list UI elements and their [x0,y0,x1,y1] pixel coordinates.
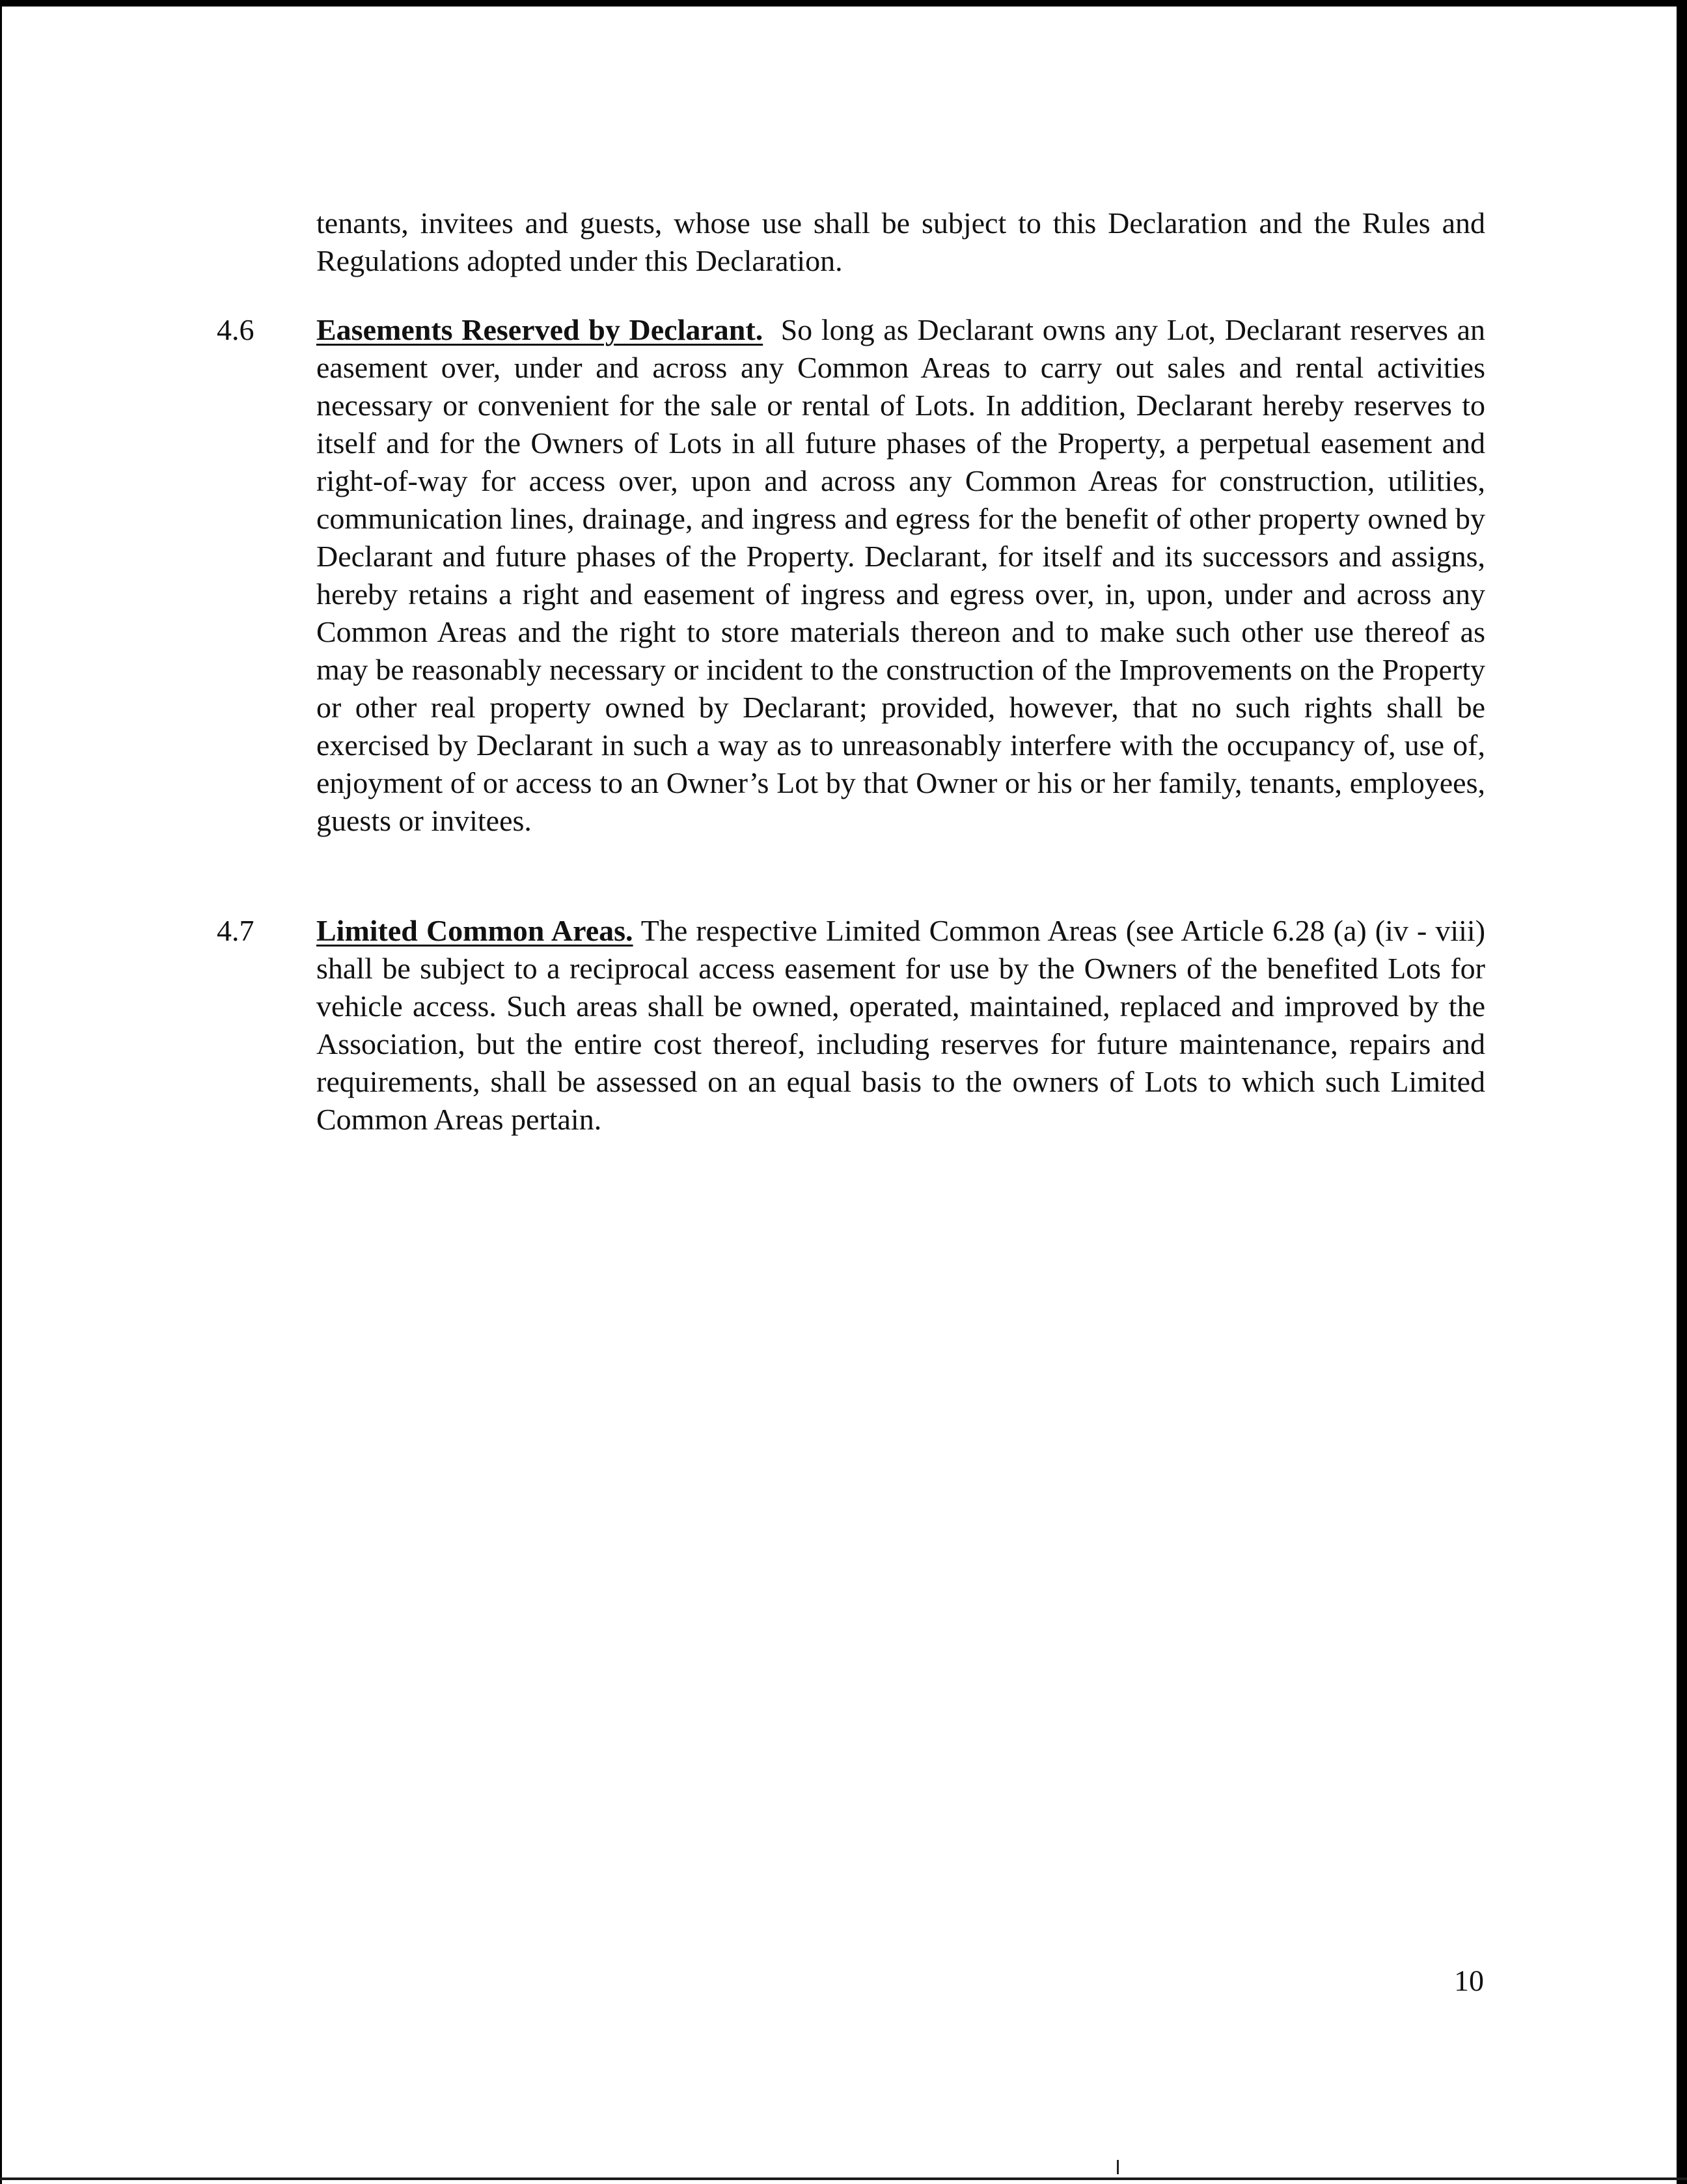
section-body: So long as Declarant owns any Lot, Declarant reserves an easement over, under and across any Common Areas to carry out sales and rental activities necessary or convenient for the sale or rental of Lots. In addition, Declarant hereby reserves to itself and for the Owners of Lots in all future phases of the Property, a perpetual easement and right-of-way for access over, upon and across any Common Areas for construction, utilities, communication lines, drainage, and ingress and egress for the benefit of other property owned by Declarant and future phases of the Property. Declarant, for itself and its successors and assigns, hereby retains a right and easement of ingress and egress over, in, upon, under and across any Common Areas and the right to store materials thereon and to make such other use thereof as may be reasonably necessary or incident to the construction of the Improvements on the Property or other real property owned by Declarant; provided, however, that no such rights shall be exercised by Declarant in such a way as to unreasonably interfere with the occupancy of, use of, enjoyment of or access to an Owner’s Lot by that Owner or his or her family, tenants, employees, guests or invitees. [316,313,1485,837]
section-paragraph [316,311,1485,840]
scan-border-left [0,0,2,2184]
scan-artifact-mark [1117,2160,1119,2174]
scan-border-right [1677,0,1687,2184]
section-4-6 [217,311,1485,840]
section-number: 4.6 [217,313,254,346]
section-number: 4.7 [217,914,254,947]
page-number: 10 [1454,1964,1484,1997]
section-paragraph [316,912,1485,1139]
section-heading: Limited Common Areas. [316,914,633,947]
section-heading: Easements Reserved by Declarant. [316,313,763,346]
scan-border-bottom [0,2177,1687,2180]
continuation-paragraph: tenants, invitees and guests, whose use shall be subject to this Declaration and the Rules and Regulations adopted under this Declaration. [316,206,1485,277]
scan-border-top [0,0,1687,7]
section-body: The respective Limited Common Areas (see Article 6.28 (a) (iv - viii) shall be subject to a reciprocal access easement for use by the Owners of the benefited Lots for vehicle access. Such areas shall be owned, operated, maintained, replaced and improved by the Association, but the entire cost thereof, including reserves for future maintenance, repairs and requirements, shall be assessed on an equal basis to the owners of Lots to which such Limited Common Areas pertain. [316,914,1486,1136]
section-4-7 [217,912,1485,1139]
